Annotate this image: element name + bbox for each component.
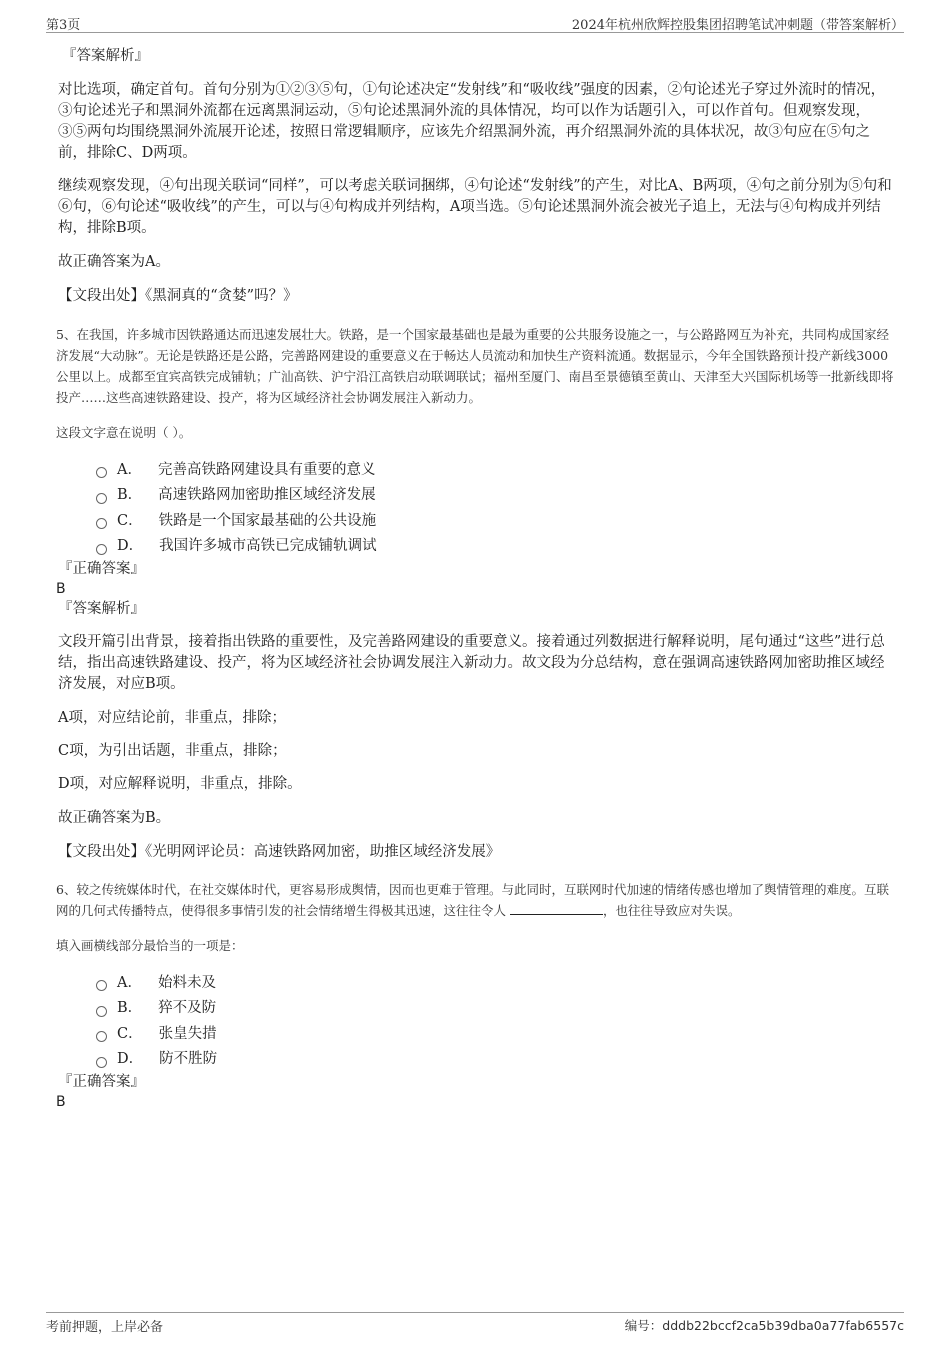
analysis-paragraph: 继续观察发现，④句出现关联词“同样”，可以考虑关联词捆绑，④句论述“发射线”的产生，对比A、B两项，④句之前分别为⑤句和⑥句，⑥句论述“吸收线”的产生，可以与④句构成并列结构，A项当选。⑤句论述黑洞外流会被光子追上，无法与④句构成并列结构，排除B项。 — [58, 178, 892, 236]
radio-icon[interactable] — [96, 980, 107, 991]
radio-icon[interactable] — [96, 1057, 107, 1068]
question-6-passage: 6、较之传统媒体时代，在社交媒体时代，更容易形成舆情，因而也更难于管理。与此同时，互联网时代加速的情绪传感也增加了舆情管理的难度。互联网的几何式传播特点，使得很多事情引发的社会情绪增生得极其迅速，这往往令人 ，也往往导致应对失误。 — [56, 882, 889, 918]
correct-answer-value: B — [56, 1094, 66, 1110]
question-5-prompt: 这段文字意在说明（ ）。 — [56, 425, 192, 440]
conclusion-text: 故正确答案为A。 — [58, 254, 170, 270]
option-b[interactable]: B． 高速铁路网加密助推区域经济发展 — [96, 483, 896, 509]
question-6-prompt: 填入画横线部分最恰当的一项是： — [56, 938, 244, 953]
source-citation: 【文段出处】《光明网评论员：高速铁路网加密，助推区域经济发展》 — [58, 844, 501, 860]
page-header — [46, 14, 904, 33]
option-c[interactable]: C． 张皇失措 — [96, 1021, 896, 1047]
page-content — [56, 46, 896, 1112]
footer-motto: 考前押题，上岸必备 — [46, 1320, 164, 1335]
correct-answer-label: 『正确答案』 — [58, 561, 145, 577]
option-c[interactable]: C． 铁路是一个国家最基础的公共设施 — [96, 508, 896, 534]
option-a[interactable]: A． 始料未及 — [96, 970, 896, 996]
answer-analysis-label: 『答案解析』 — [58, 601, 145, 617]
analysis-note-a: A项，对应结论前，非重点，排除； — [58, 710, 286, 726]
fill-in-blank — [510, 900, 603, 915]
document-title: 2024年杭州欣辉控股集团招聘笔试冲刺题（带答案解析） — [571, 18, 904, 33]
option-d[interactable]: D． 我国许多城市高铁已完成铺轨调试 — [96, 534, 896, 560]
answer-analysis-label: 『答案解析』 — [62, 48, 149, 64]
analysis-paragraph: 文段开篇引出背景，接着指出铁路的重要性，及完善路网建设的重要意义。接着通过列数据进行解释说明，尾句通过“这些”进行总结，指出高速铁路建设、投产，将为区域经济社会协调发展注入新动力。故文段为分总结构，意在强调高速铁路网加密助推区域经济发展，对应B项。 — [58, 634, 885, 692]
question-6-options — [96, 970, 896, 1072]
analysis-paragraph: 对比选项，确定首句。首句分别为①②③⑤句，①句论述决定“发射线”和“吸收线”强度的因素，②句论述光子穿过外流时的情况，③句论述光子和黑洞外流都在远离黑洞运动，⑤句论述黑洞外流的具体情况，均可以作为话题引入，可以作首句。但观察发现，③⑤两句均围绕黑洞外流展开论述，按照日常逻辑顺序，应该先介绍黑洞外流，再介绍黑洞外流的具体状况，故③句应在⑤句之前，排除C、D两项。 — [58, 82, 886, 161]
option-d[interactable]: D． 防不胜防 — [96, 1047, 896, 1073]
analysis-note-c: C项，为引出话题，非重点，排除； — [58, 743, 287, 759]
source-citation: 【文段出处】《黑洞真的“贪婪”吗？》 — [58, 288, 298, 304]
correct-answer-label: 『正确答案』 — [58, 1074, 145, 1090]
radio-icon[interactable] — [96, 1006, 107, 1017]
radio-icon[interactable] — [96, 1031, 107, 1042]
question-5-passage: 5、在我国，许多城市因铁路通达而迅速发展壮大。铁路，是一个国家最基础也是最为重要的公共服务设施之一，与公路路网互为补充，共同构成国家经济发展“大动脉”。无论是铁路还是公路，完善路网建设的重要意义在于畅达人员流动和加快生产资料流通。数据显示，今年全国铁路预计投产新线3000公里以上。成都至宜宾高铁完成铺轨；广汕高铁、沪宁沿江高铁启动联调联试；福州至厦门、南昌至景德镇至黄山、天津至大兴国际机场等一批新线即将投产……这些高速铁路建设、投产，将为区域经济社会协调发展注入新动力。 — [56, 327, 894, 405]
conclusion-text: 故正确答案为B。 — [58, 810, 171, 826]
page-number: 第3页 — [46, 18, 81, 33]
radio-icon[interactable] — [96, 467, 107, 478]
page-footer — [46, 1312, 904, 1335]
document-serial: 编号：dddb22bccf2ca5b39dba0a77fab6557c — [624, 1318, 904, 1333]
analysis-note-d: D项，对应解释说明，非重点，排除。 — [58, 776, 302, 792]
correct-answer-value: B — [56, 581, 66, 597]
question-5-options — [96, 457, 896, 559]
radio-icon[interactable] — [96, 518, 107, 529]
option-a[interactable]: A． 完善高铁路网建设具有重要的意义 — [96, 457, 896, 483]
radio-icon[interactable] — [96, 544, 107, 555]
option-b[interactable]: B． 猝不及防 — [96, 996, 896, 1022]
radio-icon[interactable] — [96, 493, 107, 504]
